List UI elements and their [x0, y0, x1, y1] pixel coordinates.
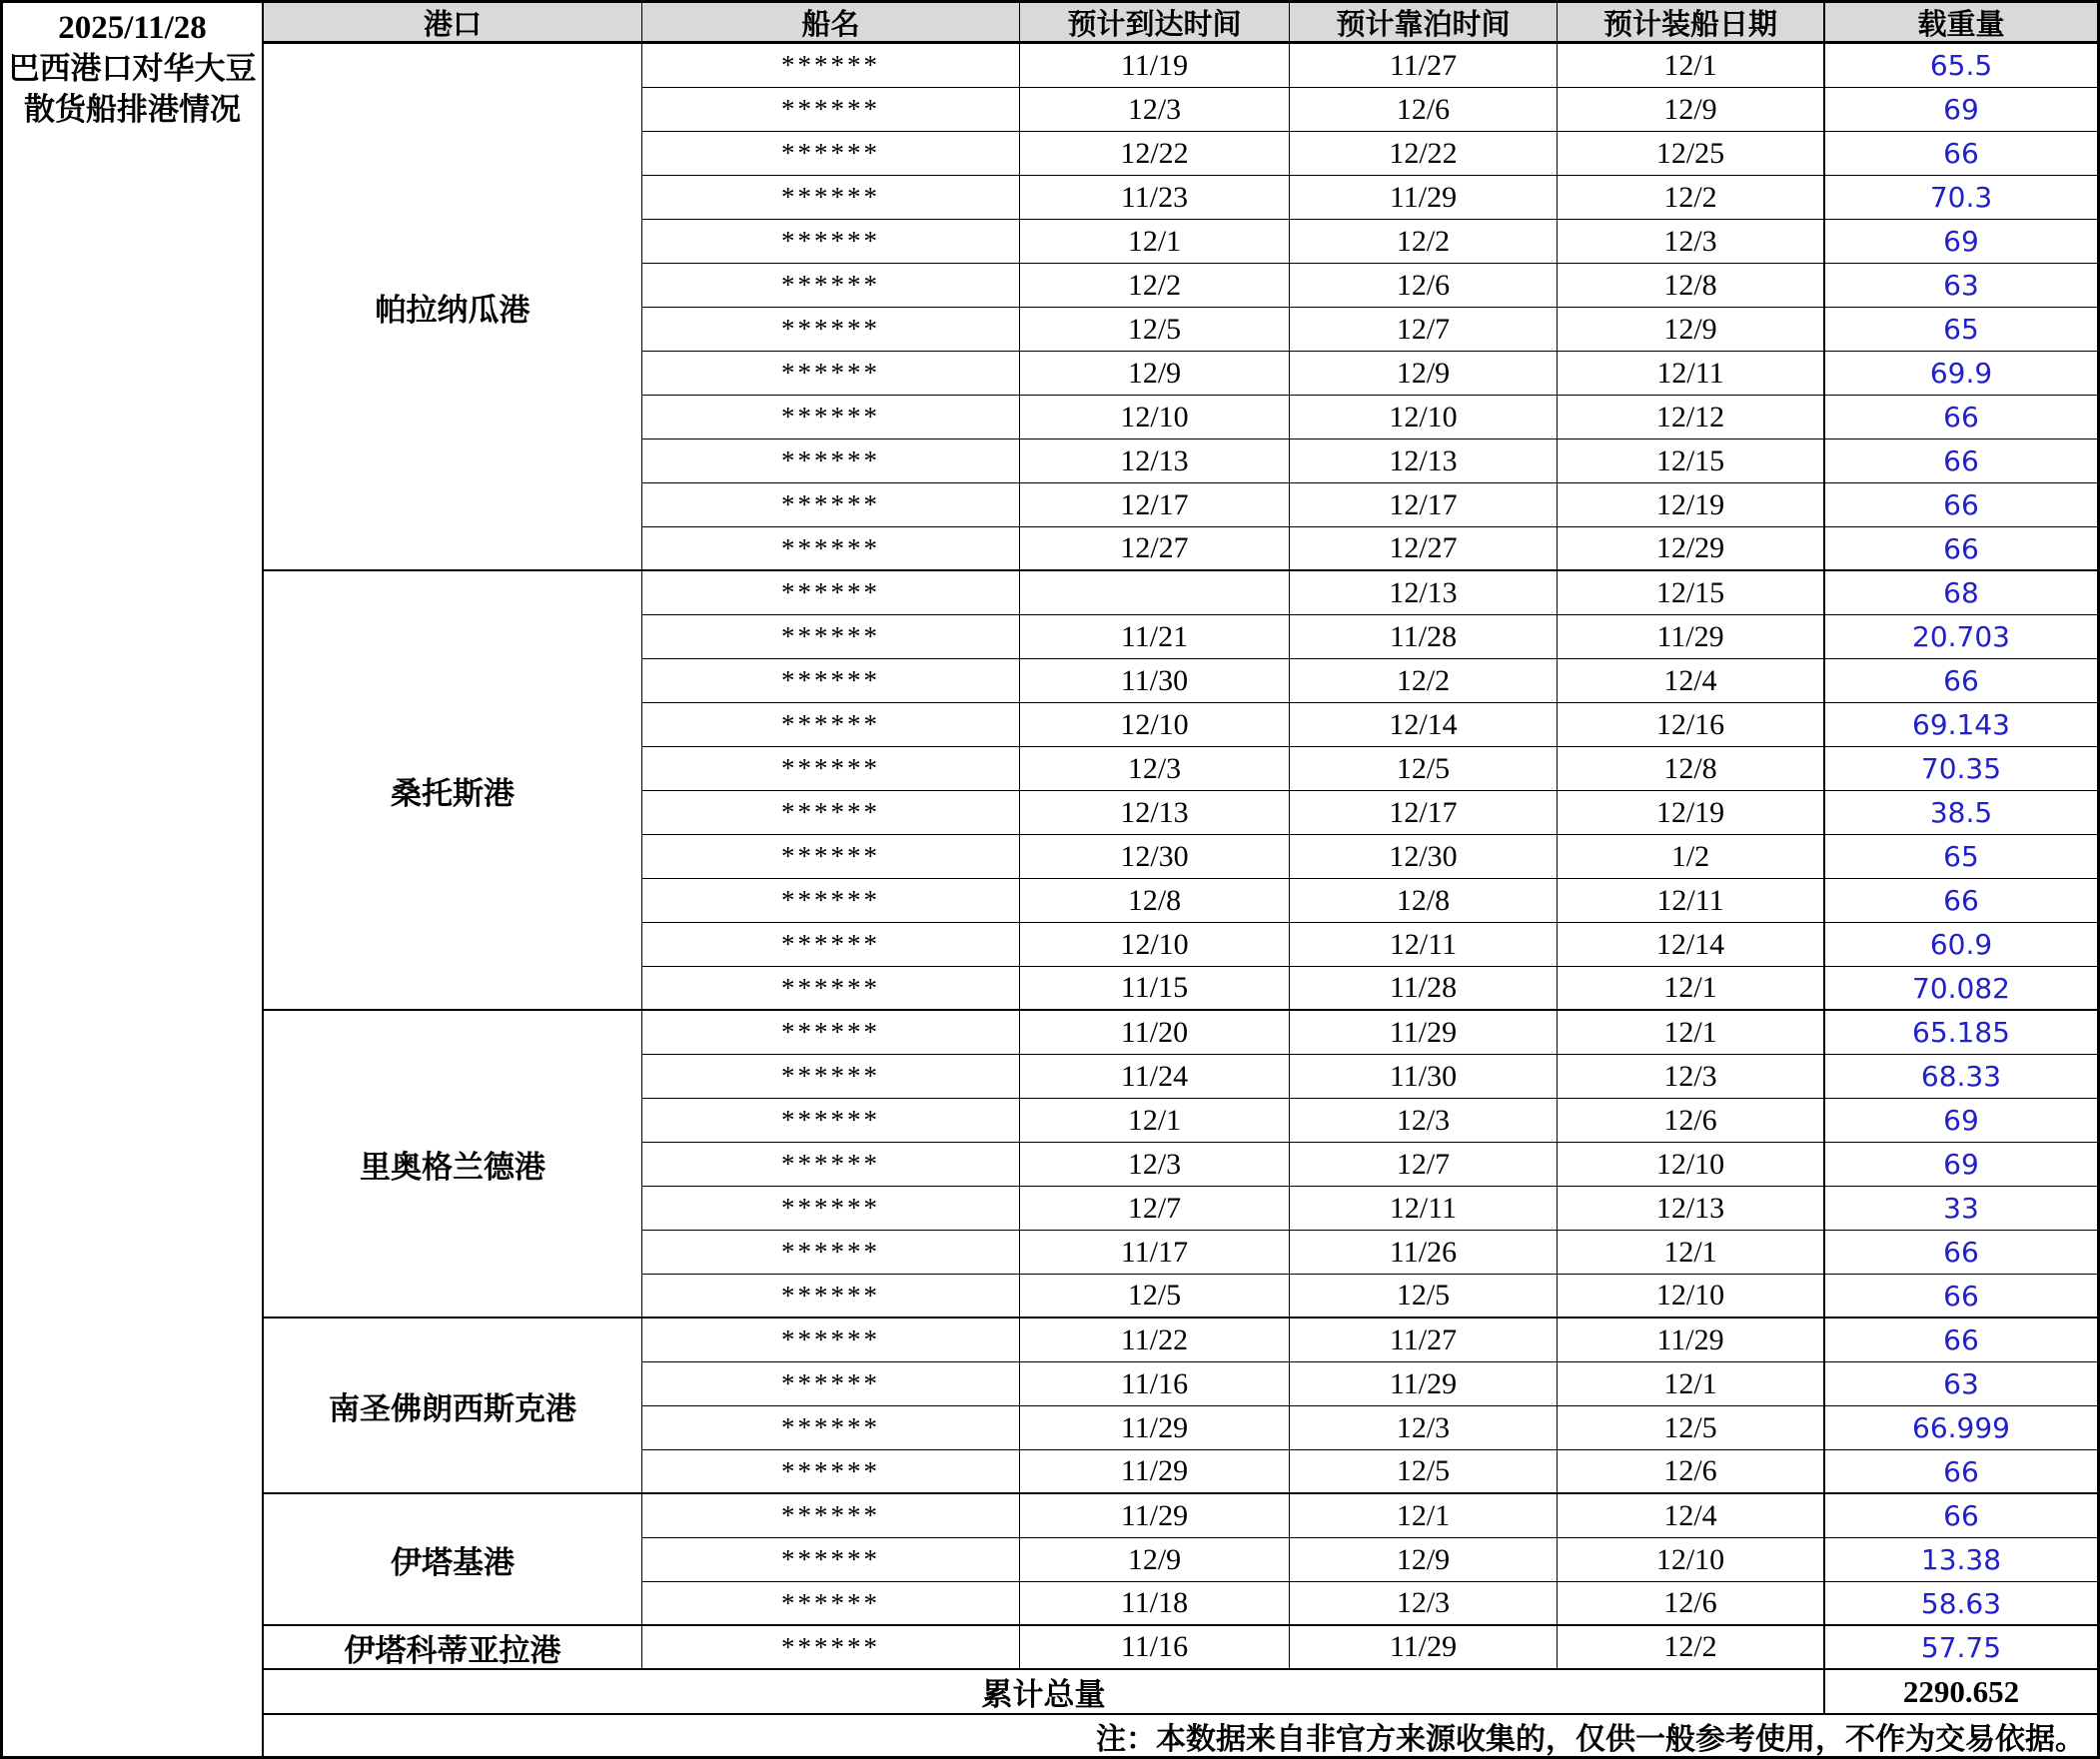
loading-date-cell[interactable]: 12/16: [1558, 703, 1825, 747]
report-date: 2025/11/28: [58, 10, 207, 46]
loading-date-cell[interactable]: 12/1: [1558, 44, 1825, 88]
loading-date-cell[interactable]: 12/1: [1558, 967, 1825, 1011]
loading-date-cell[interactable]: 12/9: [1558, 308, 1825, 352]
deadweight-cell[interactable]: 66: [1825, 527, 2097, 571]
loading-date-cell[interactable]: 12/5: [1558, 1406, 1825, 1450]
loading-date-cell[interactable]: 12/10: [1558, 1143, 1825, 1187]
deadweight-cell[interactable]: 70.3: [1825, 176, 2097, 220]
berth-date-cell[interactable]: 12/9: [1290, 352, 1558, 396]
deadweight-cell[interactable]: 63: [1825, 264, 2097, 308]
berth-date-cell[interactable]: 12/17: [1290, 483, 1558, 527]
ship-name-cell[interactable]: ******: [642, 44, 1020, 88]
deadweight-cell[interactable]: 66: [1825, 879, 2097, 923]
deadweight-cell[interactable]: 63: [1825, 1362, 2097, 1406]
ship-name-cell[interactable]: ******: [642, 835, 1020, 879]
deadweight-cell[interactable]: 66: [1825, 659, 2097, 703]
berth-date-cell[interactable]: 11/29: [1290, 1011, 1558, 1055]
arrival-date-cell[interactable]: 12/27: [1020, 527, 1290, 571]
deadweight-cell[interactable]: 66: [1825, 1319, 2097, 1362]
loading-date-cell[interactable]: 12/8: [1558, 747, 1825, 791]
arrival-date-cell[interactable]: 11/20: [1020, 1011, 1290, 1055]
berth-date-cell[interactable]: 12/6: [1290, 88, 1558, 132]
ship-name-cell[interactable]: ******: [642, 1362, 1020, 1406]
berth-date-cell[interactable]: 12/1: [1290, 1494, 1558, 1538]
deadweight-cell[interactable]: 66: [1825, 1275, 2097, 1319]
ship-name-cell[interactable]: ******: [642, 220, 1020, 264]
table-title-line1: 巴西港口对华大豆: [8, 51, 257, 87]
arrival-date-cell[interactable]: 12/13: [1020, 440, 1290, 483]
ship-name-cell[interactable]: ******: [642, 879, 1020, 923]
deadweight-cell[interactable]: 70.082: [1825, 967, 2097, 1011]
berth-date-cell[interactable]: 12/11: [1290, 923, 1558, 967]
ship-name-cell[interactable]: ******: [642, 1626, 1020, 1670]
loading-date-cell[interactable]: 12/8: [1558, 264, 1825, 308]
arrival-date-cell[interactable]: 12/22: [1020, 132, 1290, 176]
deadweight-cell[interactable]: 65.5: [1825, 44, 2097, 88]
table-title-line2: 散货船排港情况: [24, 91, 241, 127]
deadweight-cell[interactable]: 69: [1825, 88, 2097, 132]
loading-date-cell[interactable]: 12/1: [1558, 1362, 1825, 1406]
ship-name-cell[interactable]: ******: [642, 659, 1020, 703]
berth-date-cell[interactable]: 11/27: [1290, 44, 1558, 88]
col-header-port[interactable]: 港口: [264, 3, 642, 44]
arrival-date-cell[interactable]: 12/3: [1020, 1143, 1290, 1187]
arrival-date-cell[interactable]: 12/17: [1020, 483, 1290, 527]
ship-name-cell[interactable]: ******: [642, 352, 1020, 396]
deadweight-cell[interactable]: 66: [1825, 1231, 2097, 1275]
ship-name-cell[interactable]: ******: [642, 527, 1020, 571]
deadweight-cell[interactable]: 69: [1825, 220, 2097, 264]
ship-name-cell[interactable]: ******: [642, 1538, 1020, 1582]
berth-date-cell[interactable]: 12/5: [1290, 747, 1558, 791]
ship-name-cell[interactable]: ******: [642, 571, 1020, 615]
berth-date-cell[interactable]: 12/22: [1290, 132, 1558, 176]
loading-date-cell[interactable]: 12/10: [1558, 1538, 1825, 1582]
col-header-arrival-time[interactable]: 预计到达时间: [1020, 3, 1290, 44]
deadweight-cell[interactable]: 58.63: [1825, 1582, 2097, 1626]
loading-date-cell[interactable]: 12/19: [1558, 483, 1825, 527]
loading-date-cell[interactable]: 12/11: [1558, 352, 1825, 396]
ship-name-cell[interactable]: ******: [642, 396, 1020, 440]
berth-date-cell[interactable]: 12/7: [1290, 308, 1558, 352]
berth-date-cell[interactable]: 11/29: [1290, 1626, 1558, 1670]
ship-name-cell[interactable]: ******: [642, 1406, 1020, 1450]
deadweight-cell[interactable]: 68.33: [1825, 1055, 2097, 1099]
arrival-date-cell[interactable]: 12/5: [1020, 1275, 1290, 1319]
arrival-date-cell[interactable]: 12/10: [1020, 703, 1290, 747]
col-header-loading-date[interactable]: 预计装船日期: [1558, 3, 1825, 44]
arrival-date-cell[interactable]: [1020, 571, 1290, 615]
cumulative-total-value[interactable]: 2290.652: [1825, 1670, 2097, 1715]
cumulative-total-label[interactable]: 累计总量: [264, 1670, 1825, 1715]
arrival-date-cell[interactable]: 12/9: [1020, 1538, 1290, 1582]
ship-name-cell[interactable]: ******: [642, 923, 1020, 967]
deadweight-cell[interactable]: 69.9: [1825, 352, 2097, 396]
arrival-date-cell[interactable]: 11/17: [1020, 1231, 1290, 1275]
deadweight-cell[interactable]: 69: [1825, 1143, 2097, 1187]
loading-date-cell[interactable]: 12/3: [1558, 220, 1825, 264]
berth-date-cell[interactable]: 11/29: [1290, 176, 1558, 220]
berth-date-cell[interactable]: 12/7: [1290, 1143, 1558, 1187]
berth-date-cell[interactable]: 12/9: [1290, 1538, 1558, 1582]
arrival-date-cell[interactable]: 12/9: [1020, 352, 1290, 396]
ship-name-cell[interactable]: ******: [642, 1494, 1020, 1538]
arrival-date-cell[interactable]: 12/2: [1020, 264, 1290, 308]
berth-date-cell[interactable]: 12/17: [1290, 791, 1558, 835]
deadweight-cell[interactable]: 65.185: [1825, 1011, 2097, 1055]
arrival-date-cell[interactable]: 12/8: [1020, 879, 1290, 923]
port-cell[interactable]: 帕拉纳瓜港: [264, 44, 642, 571]
ship-name-cell[interactable]: ******: [642, 1450, 1020, 1494]
ship-name-cell[interactable]: ******: [642, 483, 1020, 527]
deadweight-cell[interactable]: 66: [1825, 1494, 2097, 1538]
loading-date-cell[interactable]: 12/13: [1558, 1187, 1825, 1231]
berth-date-cell[interactable]: 12/14: [1290, 703, 1558, 747]
arrival-date-cell[interactable]: 12/7: [1020, 1187, 1290, 1231]
deadweight-cell[interactable]: 66: [1825, 1450, 2097, 1494]
arrival-date-cell[interactable]: 12/1: [1020, 1099, 1290, 1143]
deadweight-cell[interactable]: 69.143: [1825, 703, 2097, 747]
berth-date-cell[interactable]: 12/5: [1290, 1275, 1558, 1319]
ship-name-cell[interactable]: ******: [642, 1143, 1020, 1187]
berth-date-cell[interactable]: 12/6: [1290, 264, 1558, 308]
deadweight-cell[interactable]: 57.75: [1825, 1626, 2097, 1670]
arrival-date-cell[interactable]: 12/10: [1020, 396, 1290, 440]
port-cell[interactable]: 里奥格兰德港: [264, 1011, 642, 1319]
ship-name-cell[interactable]: ******: [642, 132, 1020, 176]
ship-name-cell[interactable]: ******: [642, 747, 1020, 791]
berth-date-cell[interactable]: 12/2: [1290, 220, 1558, 264]
arrival-date-cell[interactable]: 11/24: [1020, 1055, 1290, 1099]
deadweight-cell[interactable]: 65: [1825, 308, 2097, 352]
deadweight-cell[interactable]: 68: [1825, 571, 2097, 615]
arrival-date-cell[interactable]: 11/18: [1020, 1582, 1290, 1626]
arrival-date-cell[interactable]: 11/19: [1020, 44, 1290, 88]
loading-date-cell[interactable]: 12/3: [1558, 1055, 1825, 1099]
ship-name-cell[interactable]: ******: [642, 1582, 1020, 1626]
arrival-date-cell[interactable]: 11/21: [1020, 615, 1290, 659]
berth-date-cell[interactable]: 11/28: [1290, 615, 1558, 659]
berth-date-cell[interactable]: 12/8: [1290, 879, 1558, 923]
arrival-date-cell[interactable]: 12/10: [1020, 923, 1290, 967]
arrival-date-cell[interactable]: 11/16: [1020, 1626, 1290, 1670]
port-cell[interactable]: 伊塔基港: [264, 1494, 642, 1626]
deadweight-cell[interactable]: 66: [1825, 440, 2097, 483]
berth-date-cell[interactable]: 12/11: [1290, 1187, 1558, 1231]
loading-date-cell[interactable]: 12/29: [1558, 527, 1825, 571]
loading-date-cell[interactable]: 12/6: [1558, 1450, 1825, 1494]
arrival-date-cell[interactable]: 12/3: [1020, 747, 1290, 791]
ship-name-cell[interactable]: ******: [642, 1275, 1020, 1319]
deadweight-cell[interactable]: 66: [1825, 396, 2097, 440]
deadweight-cell[interactable]: 70.35: [1825, 747, 2097, 791]
berth-date-cell[interactable]: 12/13: [1290, 571, 1558, 615]
ship-name-cell[interactable]: ******: [642, 1055, 1020, 1099]
arrival-date-cell[interactable]: 11/15: [1020, 967, 1290, 1011]
deadweight-cell[interactable]: 13.38: [1825, 1538, 2097, 1582]
loading-date-cell[interactable]: 12/10: [1558, 1275, 1825, 1319]
deadweight-cell[interactable]: 66: [1825, 483, 2097, 527]
loading-date-cell[interactable]: 12/25: [1558, 132, 1825, 176]
port-cell[interactable]: 桑托斯港: [264, 571, 642, 1011]
deadweight-cell[interactable]: 20.703: [1825, 615, 2097, 659]
loading-date-cell[interactable]: 12/14: [1558, 923, 1825, 967]
loading-date-cell[interactable]: 12/15: [1558, 440, 1825, 483]
arrival-date-cell[interactable]: 12/5: [1020, 308, 1290, 352]
deadweight-cell[interactable]: 60.9: [1825, 923, 2097, 967]
arrival-date-cell[interactable]: 11/22: [1020, 1319, 1290, 1362]
berth-date-cell[interactable]: 12/10: [1290, 396, 1558, 440]
berth-date-cell[interactable]: 11/28: [1290, 967, 1558, 1011]
deadweight-cell[interactable]: 69: [1825, 1099, 2097, 1143]
arrival-date-cell[interactable]: 12/13: [1020, 791, 1290, 835]
arrival-date-cell[interactable]: 11/30: [1020, 659, 1290, 703]
loading-date-cell[interactable]: 12/19: [1558, 791, 1825, 835]
arrival-date-cell[interactable]: 12/3: [1020, 88, 1290, 132]
loading-date-cell[interactable]: 12/4: [1558, 1494, 1825, 1538]
ship-name-cell[interactable]: ******: [642, 1099, 1020, 1143]
ship-name-cell[interactable]: ******: [642, 703, 1020, 747]
loading-date-cell[interactable]: 12/11: [1558, 879, 1825, 923]
berth-date-cell[interactable]: 12/5: [1290, 1450, 1558, 1494]
loading-date-cell[interactable]: 12/6: [1558, 1099, 1825, 1143]
berth-date-cell[interactable]: 12/13: [1290, 440, 1558, 483]
berth-date-cell[interactable]: 11/29: [1290, 1362, 1558, 1406]
ship-name-cell[interactable]: ******: [642, 1187, 1020, 1231]
ship-name-cell[interactable]: ******: [642, 88, 1020, 132]
ship-name-cell[interactable]: ******: [642, 615, 1020, 659]
berth-date-cell[interactable]: 12/30: [1290, 835, 1558, 879]
arrival-date-cell[interactable]: 11/16: [1020, 1362, 1290, 1406]
loading-date-cell[interactable]: 12/6: [1558, 1582, 1825, 1626]
arrival-date-cell[interactable]: 11/29: [1020, 1450, 1290, 1494]
deadweight-cell[interactable]: 65: [1825, 835, 2097, 879]
berth-date-cell[interactable]: 12/3: [1290, 1099, 1558, 1143]
port-cell[interactable]: 南圣佛朗西斯克港: [264, 1319, 642, 1494]
ship-name-cell[interactable]: ******: [642, 1011, 1020, 1055]
arrival-date-cell[interactable]: 11/29: [1020, 1494, 1290, 1538]
deadweight-cell[interactable]: 66: [1825, 132, 2097, 176]
ship-name-cell[interactable]: ******: [642, 176, 1020, 220]
loading-date-cell[interactable]: 12/1: [1558, 1231, 1825, 1275]
berth-date-cell[interactable]: 12/27: [1290, 527, 1558, 571]
berth-date-cell[interactable]: 11/27: [1290, 1319, 1558, 1362]
loading-date-cell[interactable]: 12/9: [1558, 88, 1825, 132]
ship-name-cell[interactable]: ******: [642, 791, 1020, 835]
ship-name-cell[interactable]: ******: [642, 440, 1020, 483]
loading-date-cell[interactable]: 11/29: [1558, 615, 1825, 659]
berth-date-cell[interactable]: 12/2: [1290, 659, 1558, 703]
arrival-date-cell[interactable]: 11/29: [1020, 1406, 1290, 1450]
berth-date-cell[interactable]: 12/3: [1290, 1406, 1558, 1450]
col-header-berth-time[interactable]: 预计靠泊时间: [1290, 3, 1558, 44]
ship-name-cell[interactable]: ******: [642, 1319, 1020, 1362]
ship-name-cell[interactable]: ******: [642, 308, 1020, 352]
deadweight-cell[interactable]: 38.5: [1825, 791, 2097, 835]
deadweight-cell[interactable]: 66.999: [1825, 1406, 2097, 1450]
ship-name-cell[interactable]: ******: [642, 1231, 1020, 1275]
port-cell[interactable]: 伊塔科蒂亚拉港: [264, 1626, 642, 1670]
loading-date-cell[interactable]: 12/1: [1558, 1011, 1825, 1055]
loading-date-cell[interactable]: 12/4: [1558, 659, 1825, 703]
table-title-cell[interactable]: [3, 3, 264, 1756]
ship-name-cell[interactable]: ******: [642, 264, 1020, 308]
loading-date-cell[interactable]: 1/2: [1558, 835, 1825, 879]
ship-name-cell[interactable]: ******: [642, 967, 1020, 1011]
col-header-deadweight[interactable]: 载重量: [1825, 3, 2097, 44]
loading-date-cell[interactable]: 12/2: [1558, 176, 1825, 220]
arrival-date-cell[interactable]: 12/1: [1020, 220, 1290, 264]
arrival-date-cell[interactable]: 12/30: [1020, 835, 1290, 879]
deadweight-cell[interactable]: 33: [1825, 1187, 2097, 1231]
berth-date-cell[interactable]: 11/26: [1290, 1231, 1558, 1275]
loading-date-cell[interactable]: 12/15: [1558, 571, 1825, 615]
disclaimer-note: 注：本数据来自非官方来源收集的，仅供一般参考使用，不作为交易依据。: [1096, 1722, 2085, 1756]
berth-date-cell[interactable]: 12/3: [1290, 1582, 1558, 1626]
col-header-ship-name[interactable]: 船名: [642, 3, 1020, 44]
loading-date-cell[interactable]: 12/2: [1558, 1626, 1825, 1670]
berth-date-cell[interactable]: 11/30: [1290, 1055, 1558, 1099]
loading-date-cell[interactable]: 12/12: [1558, 396, 1825, 440]
arrival-date-cell[interactable]: 11/23: [1020, 176, 1290, 220]
loading-date-cell[interactable]: 11/29: [1558, 1319, 1825, 1362]
